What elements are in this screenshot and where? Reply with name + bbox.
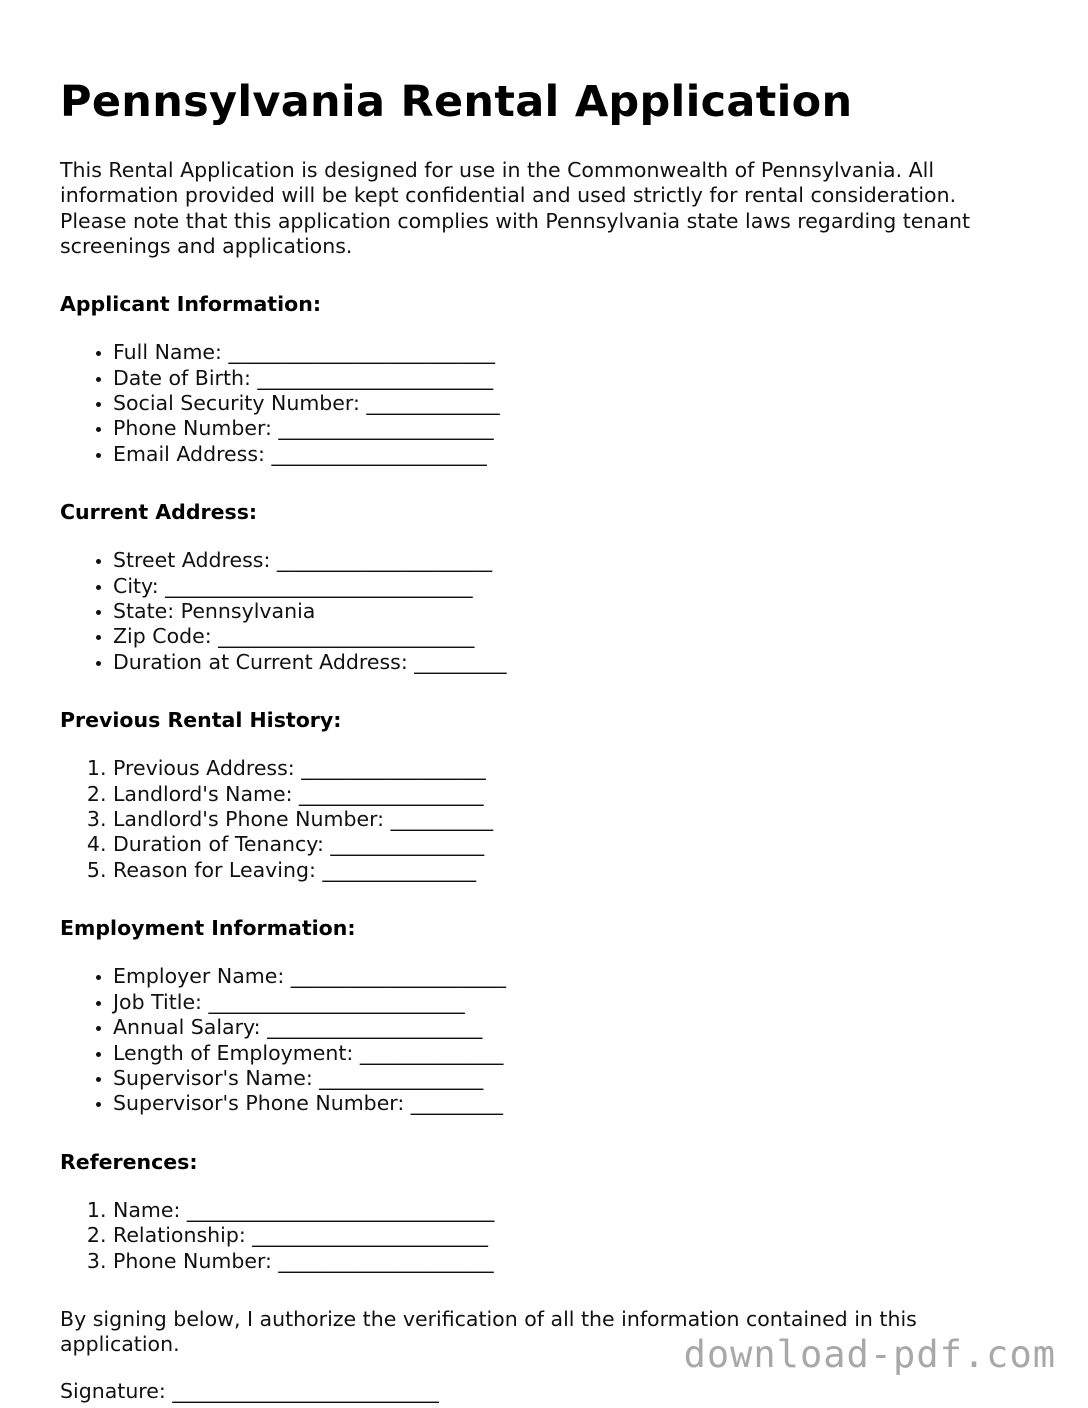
list-item-reference-name: 1. Name: ______________________________ (113, 1198, 1030, 1223)
employment-info-heading: Employment Information: (60, 916, 356, 941)
list-item-phone-number: • Phone Number: _____________________ (113, 416, 1030, 441)
list-item-employment-length: • Length of Employment: ______________ (113, 1041, 1030, 1066)
rental-history-list (60, 756, 1030, 883)
list-item-employer-name: • Employer Name: _____________________ (113, 964, 1030, 989)
list-item-street-address: • Street Address: _____________________ (113, 548, 1030, 573)
list-item-supervisor-name: • Supervisor's Name: ________________ (113, 1066, 1030, 1091)
list-item-duration-at-address: • Duration at Current Address: _________ (113, 650, 1030, 675)
watermark: download-pdf.com (683, 1333, 1056, 1376)
list-item-city: • City: ______________________________ (113, 574, 1030, 599)
list-item-zip-code: • Zip Code: _________________________ (113, 624, 1030, 649)
references-heading: References: (60, 1149, 198, 1174)
authorization-statement: By signing below, I authorize the verification of all the information contained in this application. (60, 1306, 917, 1357)
employment-info-list (60, 964, 1030, 1116)
list-item-tenancy-duration: 4. Duration of Tenancy: _______________ (113, 832, 1030, 857)
list-item-reference-relationship: 2. Relationship: _______________________ (113, 1223, 1030, 1248)
list-item-ssn: • Social Security Number: _____________ (113, 391, 1030, 416)
list-item-full-name: • Full Name: __________________________ (113, 340, 1030, 365)
list-item-reason-for-leaving: 5. Reason for Leaving: _______________ (113, 858, 1030, 883)
list-item-landlord-phone: 3. Landlord's Phone Number: __________ (113, 807, 1030, 832)
applicant-info-list (60, 340, 1030, 467)
applicant-info-heading: Applicant Information: (60, 292, 322, 317)
list-item-email-address: • Email Address: _____________________ (113, 442, 1030, 467)
intro-paragraph: This Rental Application is designed for use in the Commonwealth of Pennsylvania. All information provided will be kept confidential and used strictly for rental consideration. Please note that this application complies with Pennsylvania state laws regarding tenant screenings and applications. (60, 158, 970, 258)
current-address-heading: Current Address: (60, 500, 258, 525)
list-item-job-title: • Job Title: _________________________ (113, 990, 1030, 1015)
signature-line: Signature: __________________________ (60, 1378, 439, 1403)
current-address-list (60, 548, 1030, 675)
rental-history-heading: Previous Rental History: (60, 708, 342, 733)
list-item-landlord-name: 2. Landlord's Name: __________________ (113, 782, 1030, 807)
list-item-supervisor-phone: • Supervisor's Phone Number: _________ (113, 1091, 1030, 1116)
list-item-state: • State: Pennsylvania (113, 599, 1030, 624)
list-item-reference-phone: 3. Phone Number: _____________________ (113, 1249, 1030, 1274)
list-item-date-of-birth: • Date of Birth: _______________________ (113, 366, 1030, 391)
list-item-annual-salary: • Annual Salary: _____________________ (113, 1015, 1030, 1040)
list-item-previous-address: 1. Previous Address: __________________ (113, 756, 1030, 781)
document-page (60, 74, 1030, 1404)
document-title: Pennsylvania Rental Application (60, 77, 853, 127)
references-list (60, 1198, 1030, 1274)
